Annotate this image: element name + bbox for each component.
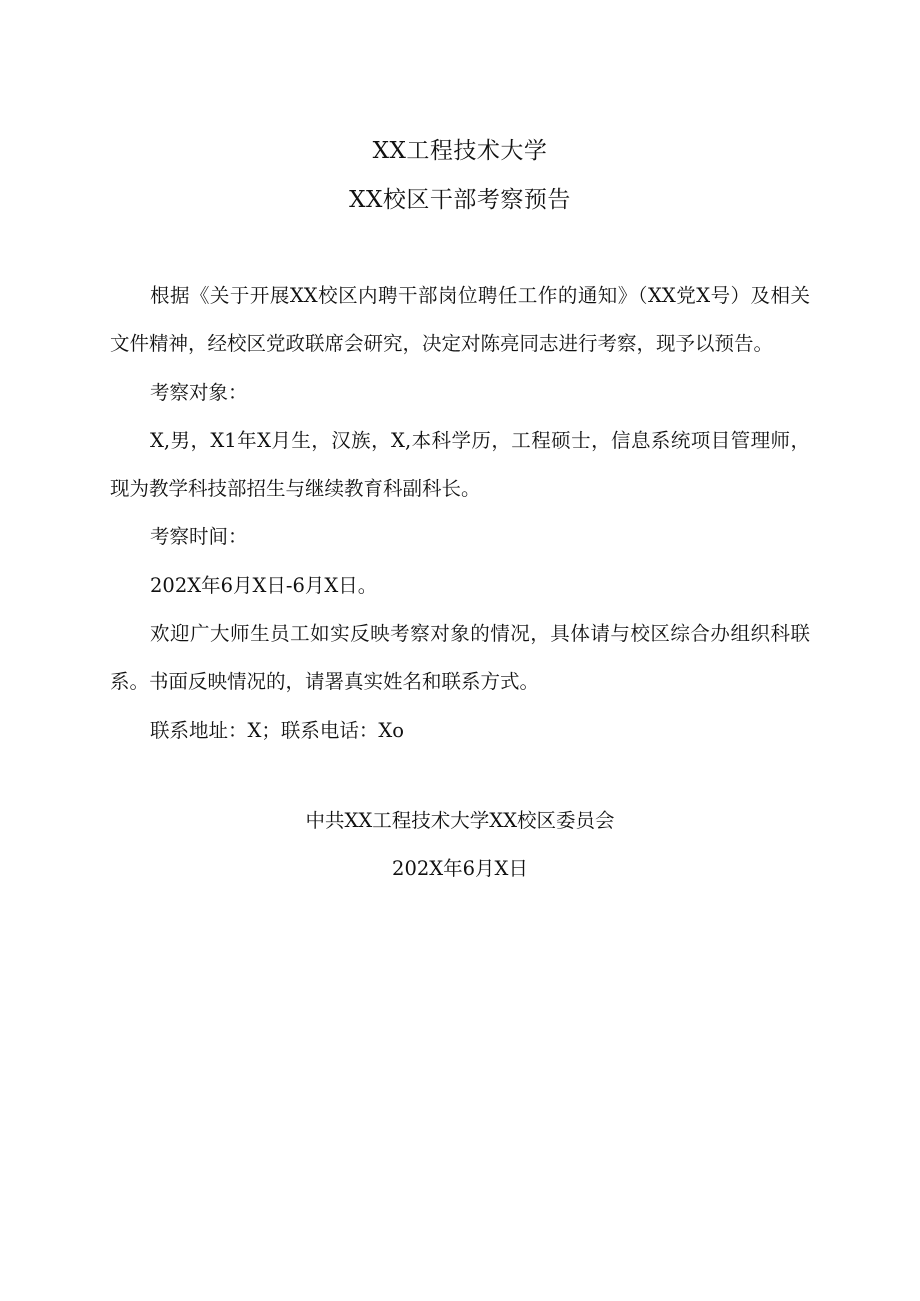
paragraph-contact: 联系地址：X；联系电话：Xo	[150, 718, 405, 742]
signature-organization: 中共XX工程技术大学XX校区委员会	[305, 809, 615, 832]
document-title: XX工程技术大学	[372, 138, 548, 164]
paragraph-subject-heading: 考察对象：	[150, 380, 248, 404]
paragraph-basis: 根据《关于开展XX校区内聘干部岗位聘任工作的通知》（XX党X号）及相关文件精神，经校区党政联席会研究，决定对陈亮同志进行考察，现予以预告。	[110, 284, 810, 356]
document-subtitle: XX校区干部考察预告	[349, 187, 571, 213]
paragraph-subject-details: X,男，X1年X月生，汉族，X,本科学历，工程硕士，信息系统项目管理师，现为教学科技部招生与继续教育科副科长。	[110, 428, 810, 501]
paragraph-feedback: 欢迎广大师生员工如实反映考察对象的情况，具体请与校区综合办组织科联系。书面反映情况的，请署真实姓名和联系方式。	[110, 622, 810, 694]
signature-date: 202X年6月X日	[392, 857, 528, 880]
paragraph-time-heading: 考察时间：	[150, 525, 248, 549]
paragraph-time-details: 202X年6月X日-6月X日。	[150, 573, 378, 597]
document-body	[110, 272, 810, 755]
